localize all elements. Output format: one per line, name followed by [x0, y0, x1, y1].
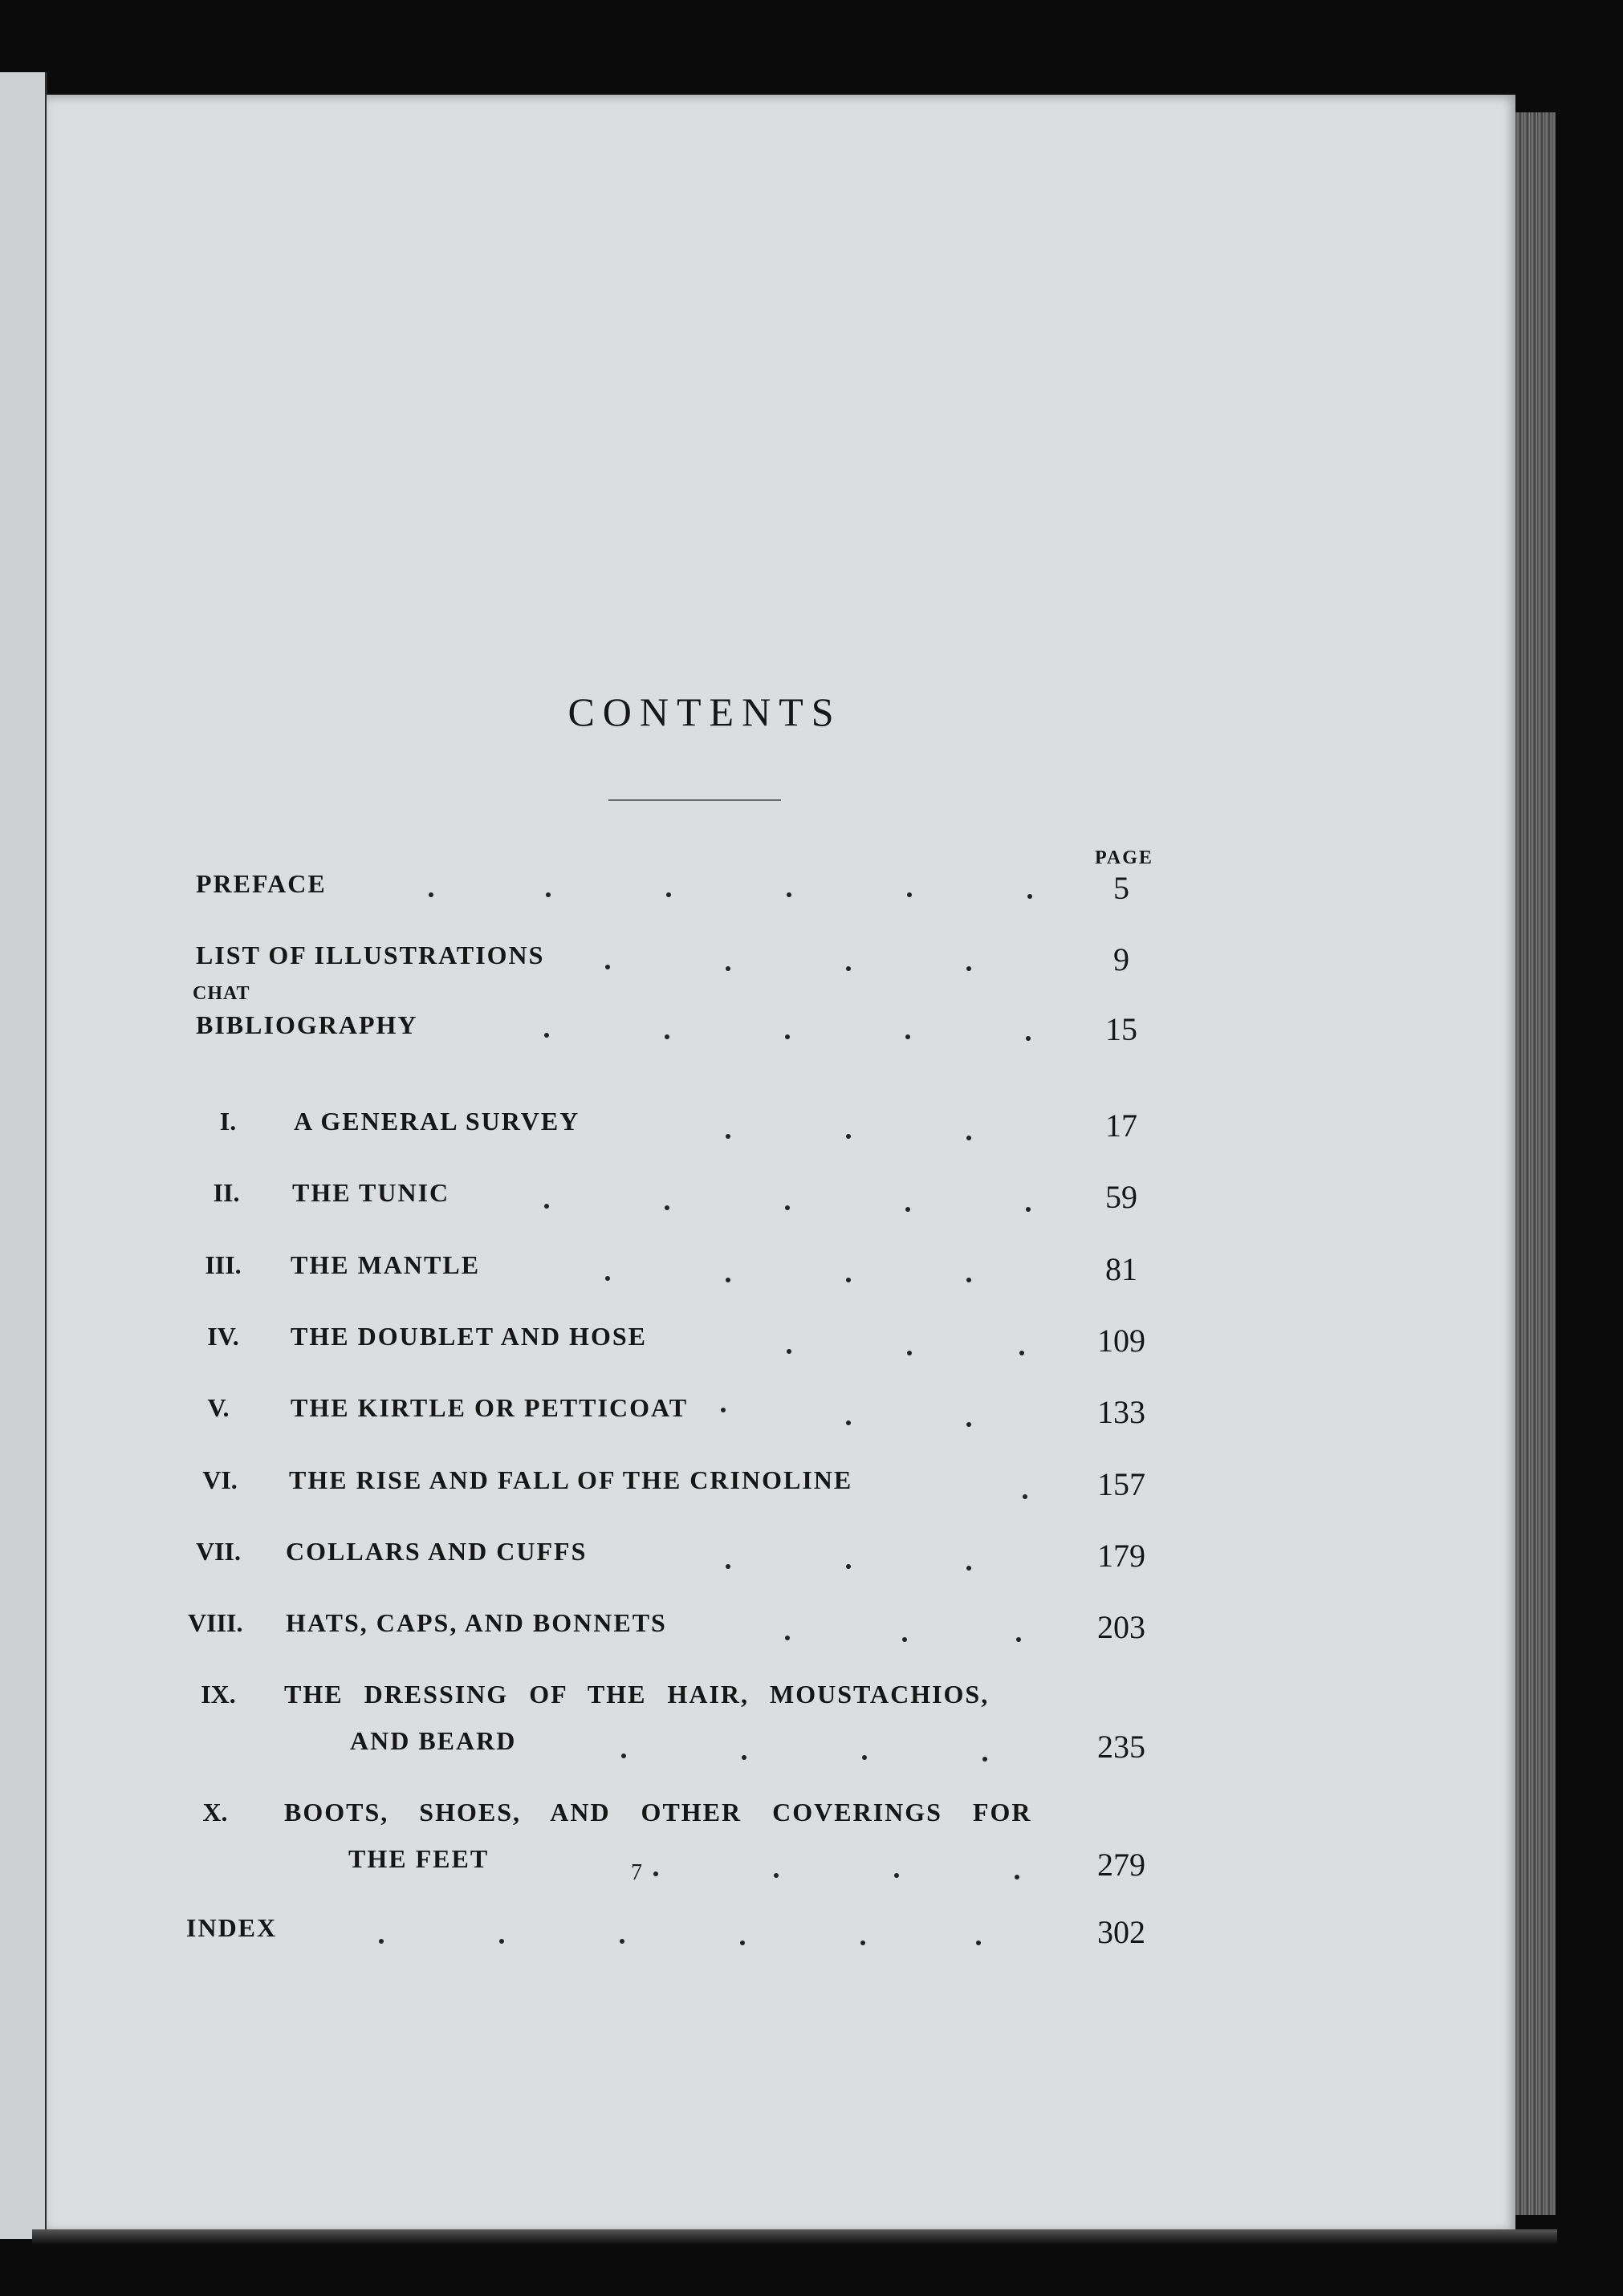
entry-title: INDEX [186, 1913, 278, 1942]
entry-title: A GENERAL SURVEY [294, 1107, 580, 1136]
entry-page: 157 [1097, 1466, 1145, 1502]
entry-page: 81 [1105, 1251, 1137, 1287]
entry-page: 5 [1113, 870, 1129, 906]
chapter-number: VIII. [188, 1608, 243, 1637]
entry-title: THE KIRTLE OR PETTICOAT [291, 1393, 689, 1422]
dot-leader [47, 1534, 1170, 1582]
dot-leader [47, 1007, 1170, 1055]
dot-leader [47, 1462, 1170, 1510]
dot-leader [47, 1319, 1170, 1367]
dot-leader [47, 937, 1170, 985]
dot-leader [47, 1605, 1170, 1653]
book-page [47, 95, 1515, 2229]
entry-title: BIBLIOGRAPHY [196, 1010, 418, 1039]
entry-page: 9 [1113, 941, 1129, 977]
entry-page: 235 [1097, 1729, 1145, 1765]
entry-title: LIST OF ILLUSTRATIONS [196, 941, 545, 969]
facing-page-edge [0, 72, 47, 2239]
page-folio: 7 [631, 1860, 642, 1885]
chapter-number: V. [207, 1393, 230, 1422]
entry-page: 15 [1105, 1011, 1137, 1047]
entry-page: 302 [1097, 1914, 1145, 1950]
chapter-number: I. [219, 1107, 237, 1136]
entry-title-continued: THE FEET [348, 1844, 490, 1873]
entry-page: 179 [1097, 1538, 1145, 1574]
chapter-column-label: CHAT [193, 983, 250, 1004]
dot-leader [47, 1725, 1170, 1773]
entry-page: 279 [1097, 1847, 1145, 1883]
page-block-edge [1515, 112, 1556, 2215]
page-bottom-shadow [32, 2229, 1557, 2244]
dot-leader [47, 1175, 1170, 1223]
dot-leader [47, 1843, 1170, 1891]
chapter-number: IV. [207, 1322, 239, 1351]
entry-page: 17 [1105, 1107, 1137, 1144]
entry-page: 203 [1097, 1609, 1145, 1645]
chapter-number: III. [205, 1250, 242, 1279]
entry-title: THE DOUBLET AND HOSE [291, 1322, 647, 1351]
entry-title: HATS, CAPS, AND BONNETS [286, 1608, 667, 1637]
chapter-number: X. [202, 1798, 228, 1827]
heading-rule [608, 799, 781, 801]
chapter-number: II. [213, 1178, 240, 1207]
chapter-number: IX. [201, 1680, 236, 1709]
entry-title: THE TUNIC [292, 1178, 450, 1207]
entry-title: COLLARS AND CUFFS [286, 1537, 588, 1566]
entry-page: 109 [1097, 1323, 1145, 1359]
entry-title-continued: AND BEARD [350, 1726, 517, 1755]
page-column-label: PAGE [1095, 847, 1153, 868]
entry-page: 59 [1105, 1179, 1137, 1215]
entry-title: BOOTS, SHOES, AND OTHER COVERINGS FOR [284, 1798, 1032, 1827]
entry-page: 133 [1097, 1394, 1145, 1430]
chapter-number: VII. [195, 1537, 241, 1566]
dot-leader [47, 1103, 1170, 1152]
dot-leader [47, 1247, 1170, 1295]
entry-title: THE DRESSING OF THE HAIR, MOUSTACHIOS, [284, 1680, 990, 1709]
dot-leader [47, 1910, 1170, 1958]
entry-title: THE RISE AND FALL OF THE CRINOLINE [289, 1465, 853, 1494]
contents-heading: CONTENTS [567, 689, 842, 734]
dot-leader [47, 1390, 1170, 1438]
entry-title: PREFACE [196, 869, 327, 898]
chapter-number: VI. [202, 1465, 238, 1494]
dot-leader [47, 865, 1170, 913]
entry-title: THE MANTLE [291, 1250, 481, 1279]
